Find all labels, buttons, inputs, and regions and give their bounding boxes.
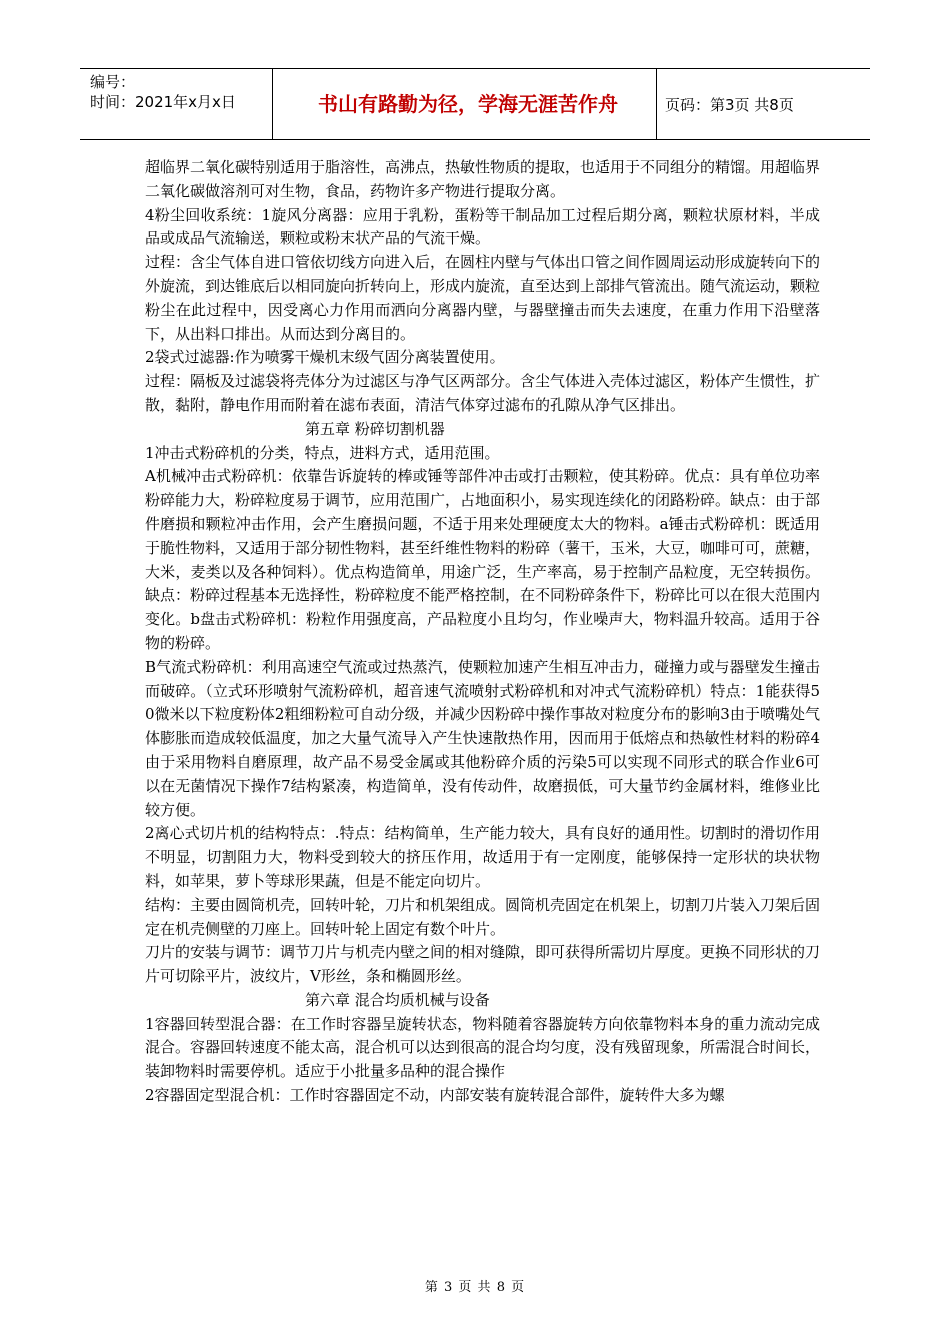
header-page-number: 页码：第3页 共8页 [665,96,794,114]
header-divider-left [272,68,273,139]
paragraph: 2容器固定型混合机：工作时容器固定不动，内部安装有旋转混合部件，旋转件大多为螺 [145,1086,725,1105]
paragraph: 结构：主要由圆筒机壳，回转叶轮，刀片和机架组成。圆筒机壳固定在机架上，切割刀片装入刀架后固定在机壳侧壁的刀座上。回转叶轮上固定有数个叶片。 [145,895,821,938]
paragraph: 1容器回转型混合器：在工作时容器呈旋转状态，物料随着容器旋转方向依靠物料本身的重力流动完成混合。容器回转速度不能太高，混合机可以达到很高的混合均匀度，没有残留现象，所需混合时间长，装卸物料时需要停机。适应于小批量多品种的混合操作 [145,1014,821,1081]
document-number-label: 编号： [90,73,136,91]
header-top-rule [80,68,870,69]
paragraph: 过程：含尘气体自进口管依切线方向进入后，在圆柱内壁与气体出口管之间作圆周运动形成旋转向下的外旋流，到达锥底后以相同旋向折转向上，形成内旋流，直至达到上部排气管流出。随气流运动，颗粒粉尘在此过程中，因受离心力作用而洒向分离器内壁，与器壁撞击而失去速度，在重力作用下沿壁落下，从出料口排出。从而达到分离目的。 [145,253,821,343]
chapter-heading: 第五章 粉碎切割机器 [305,419,445,438]
paragraph: 过程：隔板及过滤袋将壳体分为过滤区与净气区两部分。含尘气体进入壳体过滤区，粉体产生惯性，扩散，黏附，静电作用而附着在滤布表面，清洁气体穿过滤布的孔隙从净气区排出。 [145,372,821,414]
paragraph: A机械冲击式粉碎机：依靠告诉旋转的棒或锤等部件冲击或打击颗粒，使其粉碎。优点：具有单位功率粉碎能力大，粉碎粒度易于调节，应用范围广，占地面积小，易实现连续化的闭路粉碎。缺点：由于部件磨损和颗粒冲击作用，会产生磨损问题，不适于用来处理硬度太大的物料。a锤击式粉碎机：既适用于脆性物料，又适用于部分韧性物料，甚至纤维性物料的粉碎（薯干，玉米，大豆，咖啡可可，蔗糖，大米，麦类以及各种饲料）。优点构造简单，用途广泛，生产率高，易于控制产品粒度，无空转损伤。缺点：粉碎过程基本无选择性，粉碎粒度不能严格控制，在不同粉碎条件下，粉碎比可以在很大范围内变化。b盘击式粉碎机：粉粒作用强度高，产品粒度小且均匀，作业噪声大，物料温升较高。适用于谷物的粉碎。 [145,467,821,652]
paragraph: 超临界二氧化碳特别适用于脂溶性，高沸点，热敏性物质的提取，也适用于不同组分的精馏。用超临界二氧化碳做溶剂可对生物，食品，药物许多产物进行提取分离。 [145,158,821,200]
document-date-label: 时间：2021年x月x日 [90,93,236,111]
document-body [145,156,820,1108]
header-divider-right [656,68,657,139]
header-bottom-rule [80,139,870,140]
header-meta [90,72,236,112]
paragraph: 4粉尘回收系统：1旋风分离器：应用于乳粉，蛋粉等干制品加工过程后期分离，颗粒状原材料，半成品或成品气流输送，颗粒或粉末状产品的气流干燥。 [145,205,820,248]
chapter-heading: 第六章 混合均质机械与设备 [305,990,490,1009]
paragraph: B气流式粉碎机：利用高速空气流或过热蒸汽，使颗粒加速产生相互冲击力，碰撞力或与器壁发生撞击而破碎。（立式环形喷射气流粉碎机，超音速气流喷射式粉碎机和对冲式气流粉碎机）特点：1能获得50微米以下粒度粉体2粗细粉粒可自动分级，并减少因粉碎中操作事故对粒度分布的影响3由于喷嘴处气体膨胀而造成较低温度，加之大量气流导入产生快速散热作用，因而用于低熔点和热敏性材料的粉碎4由于采用物料自磨原理，故产品不易受金属或其他粉碎介质的污染5可以实现不同形式的联合作业6可以在无菌情况下操作7结构紧凑，构造简单，没有传动件，故磨损低，可大量节约金属材料，维修业比较方便。 [145,657,820,819]
header-motto: 书山有路勤为径，学海无涯苦作舟 [318,92,618,116]
paragraph: 刀片的安装与调节：调节刀片与机壳内壁之间的相对缝隙，即可获得所需切片厚度。更换不同形状的刀片可切除平片，波纹片，V形丝，条和椭圆形丝。 [145,943,821,986]
page-footer: 第 3 页 共 8 页 [424,1280,526,1295]
paragraph: 2袋式过滤器:作为喷雾干燥机末级气固分离装置使用。 [145,348,505,367]
paragraph: 2离心式切片机的结构特点：.特点：结构简单，生产能力较大，具有良好的通用性。切割时的滑切作用不明显，切割阻力大，物料受到较大的挤压作用，故适用于有一定刚度，能够保持一定形状的块状物料，如苹果，萝卜等球形果蔬，但是不能定向切片。 [145,824,820,890]
paragraph: 1冲击式粉碎机的分类，特点，进料方式，适用范围。 [145,443,500,462]
